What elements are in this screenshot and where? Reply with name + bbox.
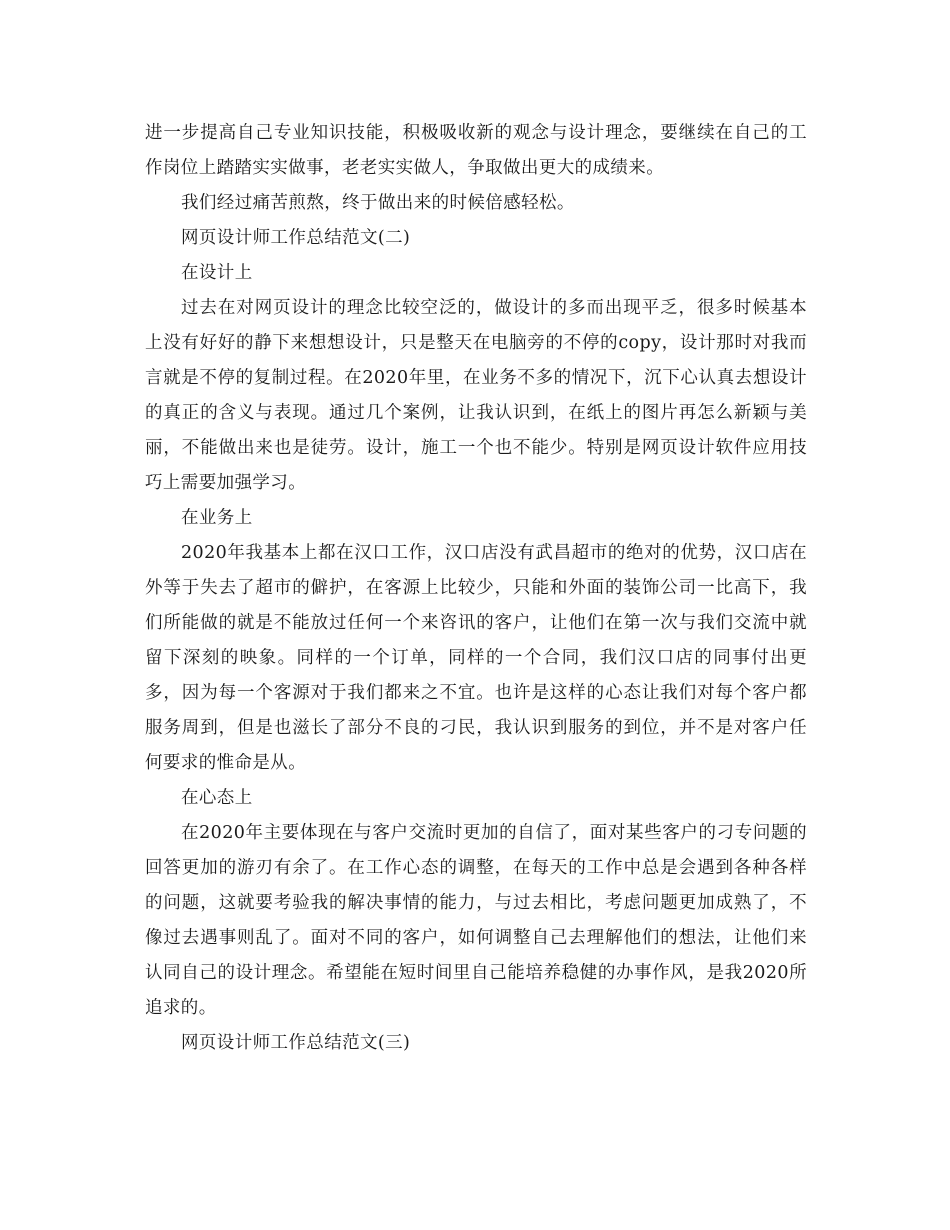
subheading-mindset: 在心态上	[181, 788, 253, 808]
paragraph: 我们经过痛苦煎熬，终于做出来的时候倍感轻松。	[181, 193, 575, 213]
document-body	[145, 116, 807, 1061]
paragraph-continuation: 进一步提高自己专业知识技能，积极吸收新的观念与设计理念，要继续在自己的工作岗位上踏踏实实做事，老老实实做人，争取做出更大的成绩来。	[145, 123, 807, 178]
subheading-design: 在设计上	[181, 263, 253, 283]
paragraph: 2020年我基本上都在汉口工作，汉口店没有武昌超市的绝对的优势，汉口店在外等于失去了超市的僻护，在客源上比较少，只能和外面的装饰公司一比高下，我们所能做的就是不能放过任何一个来咨讯的客户，让他们在第一次与我们交流中就留下深刻的映象。同样的一个订单，同样的一个合同，我们汉口店的同事付出更多，因为每一个客源对于我们都来之不宜。也许是这样的心态让我们对每个客户都服务周到，但是也滋长了部分不良的刁民，我认识到服务的到位，并不是对客户任何要求的惟命是从。	[145, 543, 807, 773]
section-title: 网页设计师工作总结范文(三)	[181, 1033, 411, 1053]
paragraph: 过去在对网页设计的理念比较空泛的，做设计的多而出现平乏，很多时候基本上没有好好的静下来想想设计，只是整天在电脑旁的不停的copy，设计那时对我而言就是不停的复制过程。在2020年里，在业务不多的情况下，沉下心认真去想设计的真正的含义与表现。通过几个案例，让我认识到，在纸上的图片再怎么新颖与美丽，不能做出来也是徒劳。设计，施工一个也不能少。特别是网页设计软件应用技巧上需要加强学习。	[145, 298, 807, 493]
section-title: 网页设计师工作总结范文(二)	[181, 228, 411, 248]
subheading-business: 在业务上	[181, 508, 253, 528]
paragraph: 在2020年主要体现在与客户交流时更加的自信了，面对某些客户的刁专问题的回答更加的游刃有余了。在工作心态的调整，在每天的工作中总是会遇到各种各样的问题，这就要考验我的解决事情的能力，与过去相比，考虑问题更加成熟了，不像过去遇事则乱了。面对不同的客户，如何调整自己去理解他们的想法，让他们来认同自己的设计理念。希望能在短时间里自己能培养稳健的办事作风，是我2020所追求的。	[145, 823, 807, 1018]
